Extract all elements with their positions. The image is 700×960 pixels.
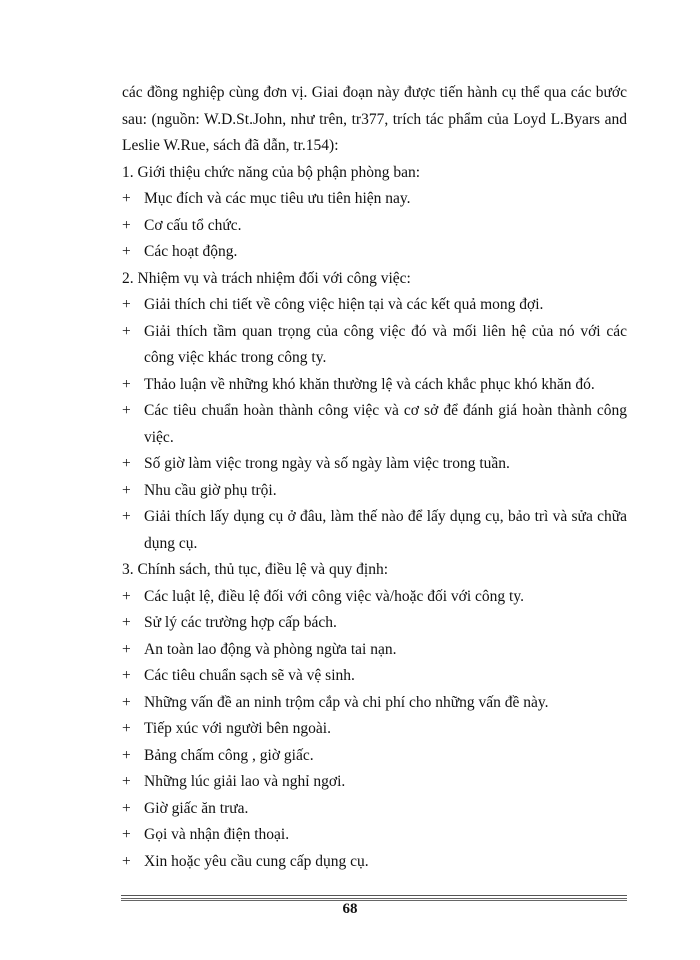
list-item [122, 663, 627, 690]
list-item [122, 451, 627, 478]
list-item [122, 849, 627, 876]
list-item [122, 822, 627, 849]
list-item [122, 372, 627, 399]
list-item [122, 292, 627, 319]
list-item-text: Giờ giấc ăn trưa. [144, 799, 249, 817]
bullet-mark: + [122, 190, 131, 207]
list-item-text: Những vấn đề an ninh trộm cắp và chi phí cho những vấn đề này. [144, 693, 549, 711]
list-item-text: Mục đích và các mục tiêu ưu tiên hiện nay. [144, 190, 411, 207]
list-item [122, 319, 627, 372]
list-item [122, 186, 627, 213]
bullet-mark: + [122, 508, 131, 525]
list-item-text: Giải thích chi tiết về công việc hiện tại và các kết quả mong đợi. [144, 296, 544, 313]
section-heading: 3. Chính sách, thủ tục, điều lệ và quy định: [122, 561, 389, 578]
list-item [122, 716, 627, 743]
list-item-text: Bảng chấm công , giờ giấc. [144, 746, 314, 764]
bullet-mark: + [122, 375, 131, 393]
list-item [122, 478, 627, 505]
list-item-text: Gọi và nhận điện thoại. [144, 826, 290, 843]
list-item [122, 398, 627, 451]
bullet-mark: + [122, 216, 131, 234]
list-item-text: Số giờ làm việc trong ngày và số ngày làm việc trong tuần. [144, 455, 510, 472]
list-item [122, 690, 627, 717]
list-item [122, 610, 627, 637]
list-item [122, 796, 627, 823]
list-item-text: Sử lý các trường hợp cấp bách. [144, 614, 337, 631]
bullet-mark: + [122, 481, 131, 499]
footer-rule [121, 895, 627, 896]
bullet-mark: + [122, 402, 131, 419]
list-item [122, 637, 627, 664]
intro-paragraph: các đồng nghiệp cùng đơn vị. Giai đoạn này được tiến hành cụ thể qua các bước sau: (nguồn: W.D.St.John, như trên, tr377, trích tác phẩm của Loyd L.Byars and Leslie W.Rue, sách đã dẫn, tr.154): [122, 84, 627, 154]
list-item-text: Các tiêu chuẩn sạch sẽ và vệ sinh. [144, 667, 355, 684]
list-item-text: Cơ cấu tổ chức. [144, 216, 242, 234]
bullet-mark: + [122, 640, 131, 658]
bullet-mark: + [122, 746, 131, 764]
list-item [122, 239, 627, 266]
list-item [122, 743, 627, 770]
bullet-mark: + [122, 587, 131, 605]
list-item-text: An toàn lao động và phòng ngừa tai nạn. [144, 640, 397, 658]
list-item-text: Thảo luận về những khó khăn thường lệ và cách khắc phục khó khăn đó. [144, 375, 595, 393]
list-item [122, 213, 627, 240]
list-item-text: Những lúc giải lao và nghỉ ngơi. [144, 773, 346, 790]
list-item-text: Các tiêu chuẩn hoàn thành công việc và cơ sở để đánh giá hoàn thành công việc. [144, 402, 627, 446]
list-item [122, 584, 627, 611]
bullet-mark: + [122, 720, 131, 737]
list-item-text: Giải thích tầm quan trọng của công việc đó và mối liên hệ của nó với các công việc khác trong công ty. [144, 322, 627, 366]
list-item-text: Các hoạt động. [144, 243, 238, 260]
list-item-text: Nhu cầu giờ phụ trội. [144, 481, 277, 499]
bullet-mark: + [122, 852, 131, 870]
bullet-mark: + [122, 322, 131, 340]
list-item-text: Các luật lệ, điều lệ đối với công việc và/hoặc đối với công ty. [144, 587, 524, 605]
list-item [122, 769, 627, 796]
section-heading: 1. Giới thiệu chức năng của bộ phận phòng ban: [122, 163, 421, 181]
list-item [122, 504, 627, 557]
bullet-mark: + [122, 296, 131, 313]
list-item-text: Xin hoặc yêu cầu cung cấp dụng cụ. [144, 852, 369, 870]
bullet-mark: + [122, 614, 131, 631]
bullet-mark: + [122, 799, 131, 817]
section-heading: 2. Nhiệm vụ và trách nhiệm đối với công việc: [122, 269, 411, 287]
list-item-text: Tiếp xúc với người bên ngoài. [144, 720, 331, 737]
bullet-mark: + [122, 243, 131, 260]
page-number: 68 [342, 901, 358, 917]
bullet-mark: + [122, 826, 131, 843]
list-item-text: Giải thích lấy dụng cụ ở đâu, làm thế nào để lấy dụng cụ, bảo trì và sửa chữa dụng cụ. [144, 508, 627, 552]
bullet-mark: + [122, 693, 131, 711]
bullet-mark: + [122, 773, 131, 790]
bullet-mark: + [122, 455, 131, 472]
page-content [122, 80, 627, 875]
bullet-mark: + [122, 667, 131, 684]
